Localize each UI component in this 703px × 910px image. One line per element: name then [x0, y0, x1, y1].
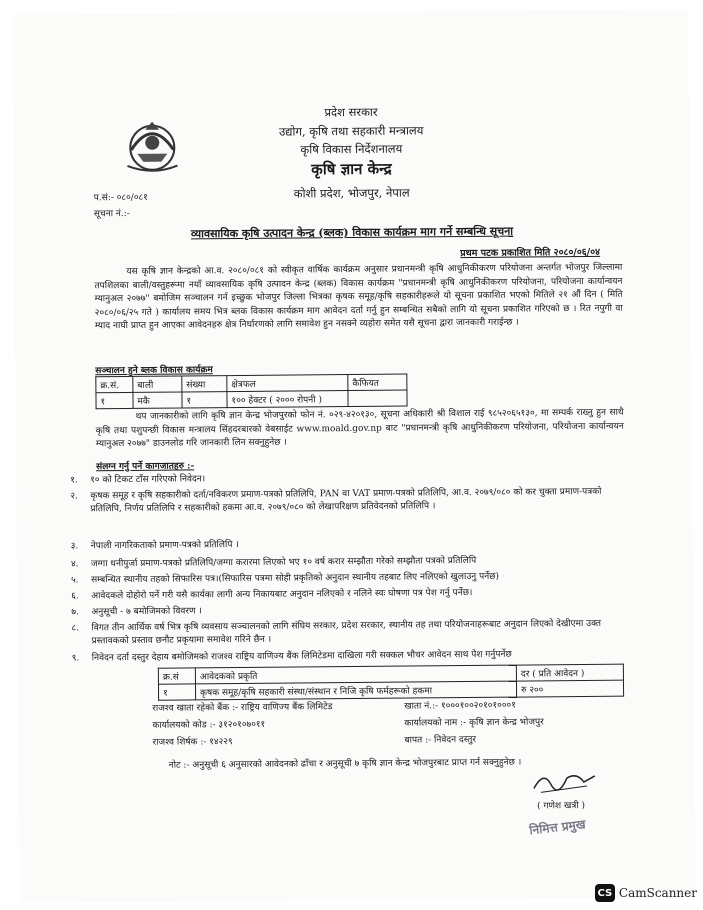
list-item-number: ६.: [71, 591, 79, 602]
header-address: कोशी प्रदेश, भोजपुर, नेपाल: [293, 185, 410, 201]
attachments-heading: संलग्न गर्नु पर्ने कागजातहरु :-: [96, 461, 195, 473]
document-page: [12, 9, 696, 903]
list-item-number: १.: [70, 475, 78, 486]
note-text: नोट :- अनुसूची ६ अनुसारको आवेदनको ढाँचा र अनुसूची ७ कृषि ज्ञान केन्द्र भोजपुरबाट प्राप्त गर्न सक्नुहुनेछ ।: [168, 757, 522, 771]
notice-paragraph-1: यस कृषि ज्ञान केन्द्रको आ.व. २०८०/०८१ को स्वीकृत वार्षिक कार्यक्रम अनुसार प्रधानमन्त्री कृषि आधुनिकीकरण परियोजना अन्तर्गत भोजपुर जिल्लामा तपशिलका बाली/वस्तुहरूमा नयाँ व्यावसायिक कृषि उत्पादन केन्द्र (ब्लक) विकास कार्यक्रम "प्रधानमन्त्री कृषि आधुनिकीकरण परियोजना, परियोजना कार्यान्वयन म्यानुअल २०७७" बमोजिम सञ्चालन गर्न इच्छुक भोजपुर जिल्ला भित्रका कृषक समूह/कृषि सहकारीहरूले यो सूचना प्रकाशित भएको मितिले २१ औं दिन ( मिति २०८०/०६/२५ गते ) कार्यालय समय भित्र ब्लक विकास कार्यक्रम माग आवेदन दर्ता गर्नु हुन सम्बन्धित सबैको लागि यो सूचना प्रकाशित गरिएको छ । रित नपुगी वा म्याद नाघी प्राप्त हुन आएका आवेदनहरु क्षेत्र निर्धारणको लागि समावेश हुन नसक्ने व्यहोरा समेत यसै सूचना द्वारा जानकारी गराईन्छ ।: [94, 262, 623, 332]
contact-paragraph: थप जानकारीको लागि कृषि ज्ञान केन्द्र भोजपुरको फोन नं. ०२९-४२०१३०, सूचना अधिकारी श्री विशाल राई ९८५२०६५१३०, मा सम्पर्क राख्नु हुन साथै कृषि तथा पशुपन्छी विकास मन्त्रालय सिंहदरबारको वेबसाईट www.moald.gov.np बाट "प्रधानमन्त्री कृषि आधुनिकीकरण परियोजना, परियोजना कार्यान्वयन म्यानुअल २०७७" डाउनलोड गरि जानकारी लिन सक्नुहुनेछ ।: [95, 407, 624, 450]
reference-number: प.सं:- ०८०/०८१: [93, 192, 148, 204]
payment-purpose: बापत :- निवेदन दस्तुर: [404, 734, 477, 746]
list-item-number: ७.: [71, 607, 79, 618]
list-item-number: २.: [70, 491, 78, 502]
list-item-text: आवेदकले दोहोरो पर्ने गरी यसै कार्यका लागी अन्य निकायबाट अनुदान नलिएको र नलिने स्वः घोषणा पत्र पेश गर्नु पर्नेछ।: [91, 587, 473, 602]
revenue-heading: राजश्व शिर्षक :- १४२२९: [152, 737, 233, 748]
list-item-text: विगत तीन आर्थिक वर्ष भित्र कृषि व्यवसाय सञ्चालनको लागि संघिय सरकार, प्रदेश सरकार, स्थानीय तह तथा परियोजनाहरूबाट अनुदान लिएको देखीएमा उक्त प्रस्तावकको प्रस्ताव छनौट प्रकृयामा समावेश गरिने छैन ।: [91, 618, 602, 647]
list-item: [71, 618, 611, 649]
fee-table: [158, 664, 624, 701]
table-cell: रु २००: [516, 680, 623, 697]
table-row: [96, 390, 407, 409]
table-header-cell: कैफियत: [348, 374, 407, 391]
designation-stamp: निमित्त प्रमुख: [528, 817, 587, 838]
table-cell: मकै: [133, 392, 182, 408]
first-published-date: प्रथम पटक प्रकाशित मिति २०८०/०६/०४: [460, 246, 601, 260]
camscanner-label: CamScanner: [618, 886, 697, 900]
dispatch-number: सूचना नं.:-: [93, 208, 130, 220]
table-cell: १: [158, 684, 195, 700]
table-row: [158, 680, 623, 700]
table-cell: १: [96, 392, 133, 408]
list-item-number: ९.: [71, 653, 80, 664]
list-item: [70, 470, 610, 488]
list-item-text: नेपाली नागरिकताको प्रमाण-पत्रको प्रतिलिपि ।: [90, 540, 239, 552]
header-line-1: प्रदेश सरकार: [324, 104, 378, 120]
signatory-name: ( गणेश खत्री ): [537, 800, 586, 812]
table-header-cell: संख्या: [182, 376, 227, 392]
table-header-cell: आवेदकको प्रकृति: [195, 665, 516, 684]
list-item: [71, 602, 611, 620]
header-office-name: कृषि ज्ञान केन्द्र: [311, 159, 392, 179]
table-header-cell: दर ( प्रति आवेदन ): [516, 664, 623, 681]
list-item-text: निवेदन दर्ता दस्तुर देहाय बमोजिमको राजश्व राष्ट्रिय वाणिज्य बैंक लिमिटेडमा दाखिला गरी सक्कल भौचर आवेदन साथ पेश गर्नुपर्नेछ: [91, 649, 512, 664]
camscanner-watermark: [595, 884, 697, 902]
list-item-number: ३.: [70, 541, 79, 552]
account-number: खाता नं.:- १०००१००२०१०१०००१: [404, 700, 516, 712]
header-line-2: उद्योग, कृषि तथा सहकारी मन्त्रालय: [278, 123, 424, 139]
block-program-table: [95, 374, 407, 410]
header-line-3: कृषि विकास निर्देशनालय: [300, 141, 403, 157]
list-item-text: १० को टिकट टाँस गरिएको निवेदन।: [90, 474, 206, 486]
table-header-cell: क्षेत्रफल: [227, 375, 348, 392]
list-item: [71, 586, 611, 604]
office-name: कार्यालयको नाम :- कृषि ज्ञान केन्द्र भोजपुर: [404, 717, 544, 729]
list-item: [71, 570, 611, 588]
list-item: [70, 554, 611, 572]
table-header-cell: क्र.सं.: [96, 376, 133, 392]
office-code: कार्यालयको कोड :- ३१२०१०७०११: [152, 719, 266, 731]
list-item-text: कृषक समूह र कृषि सहकारीको दर्ता/नविकरण प्रमाण-पत्रको प्रतिलिपि, PAN वा VAT प्रमाण-पत्रको प्रतिलिपि, आ.व. २०७९/०८० को कर चुक्ता प्रमाण-पत्रको प्रतिलिपि, निर्णय प्रतिलिपि र सहकारीको हकमा आ.व. २०७९/०८० को लेखापरिक्षण प्रतिवेदनको प्रतिलिपि ।: [90, 486, 602, 515]
bank-name: राजश्व खाता रहेको बैंक :- राष्ट्रिय वाणिज्य बैंक लिमिटेड: [152, 702, 333, 714]
table-header-cell: बाली: [133, 376, 182, 392]
block-table-caption: सञ्चालन हुने ब्लक विकास कार्यक्रम: [95, 365, 213, 377]
list-item-number: ८.: [71, 623, 80, 634]
signature-scribble-icon: [529, 766, 599, 797]
list-item-number: ५.: [71, 575, 79, 586]
list-item-text: अनुसूची - ७ बमोजिमको विवरण ।: [91, 606, 202, 618]
camscanner-logo-icon: CS: [595, 884, 615, 902]
list-item-text: सम्बन्धित स्थानीय तहको सिफारिस पत्र।(सिफारिस पत्रमा सोही प्रकृतिको अनुदान स्थानीय तहबाट लिए नलिएको खुलाउनु पर्नेछ): [91, 571, 500, 586]
table-header-cell: क्र.सं: [158, 668, 195, 684]
list-item: [70, 536, 611, 554]
list-item: [70, 486, 610, 517]
table-cell: १: [182, 392, 227, 408]
table-cell: १०० हेक्टर ( २००० रोपनी ): [227, 391, 348, 408]
list-item: [71, 648, 632, 666]
list-item-number: ४.: [70, 559, 79, 570]
list-item-text: जग्गा धनीपुर्जा प्रमाण-पत्रको प्रतिलिपि/जग्गा करारमा लिएको भए १० वर्ष करार सम्झौता गरेको सम्झौता पत्रको प्रतिलिपि: [90, 555, 477, 570]
table-cell: कृषक समूह/कृषि सहकारी संस्था/संस्थान र निजि कृषि फर्महरूको हकमा: [195, 681, 516, 700]
notice-title: व्यावसायिक कृषि उत्पादन केन्द्र (ब्लक) विकास कार्यक्रम माग गर्ने सम्बन्धि सूचना: [190, 224, 514, 241]
table-cell: [348, 390, 407, 407]
